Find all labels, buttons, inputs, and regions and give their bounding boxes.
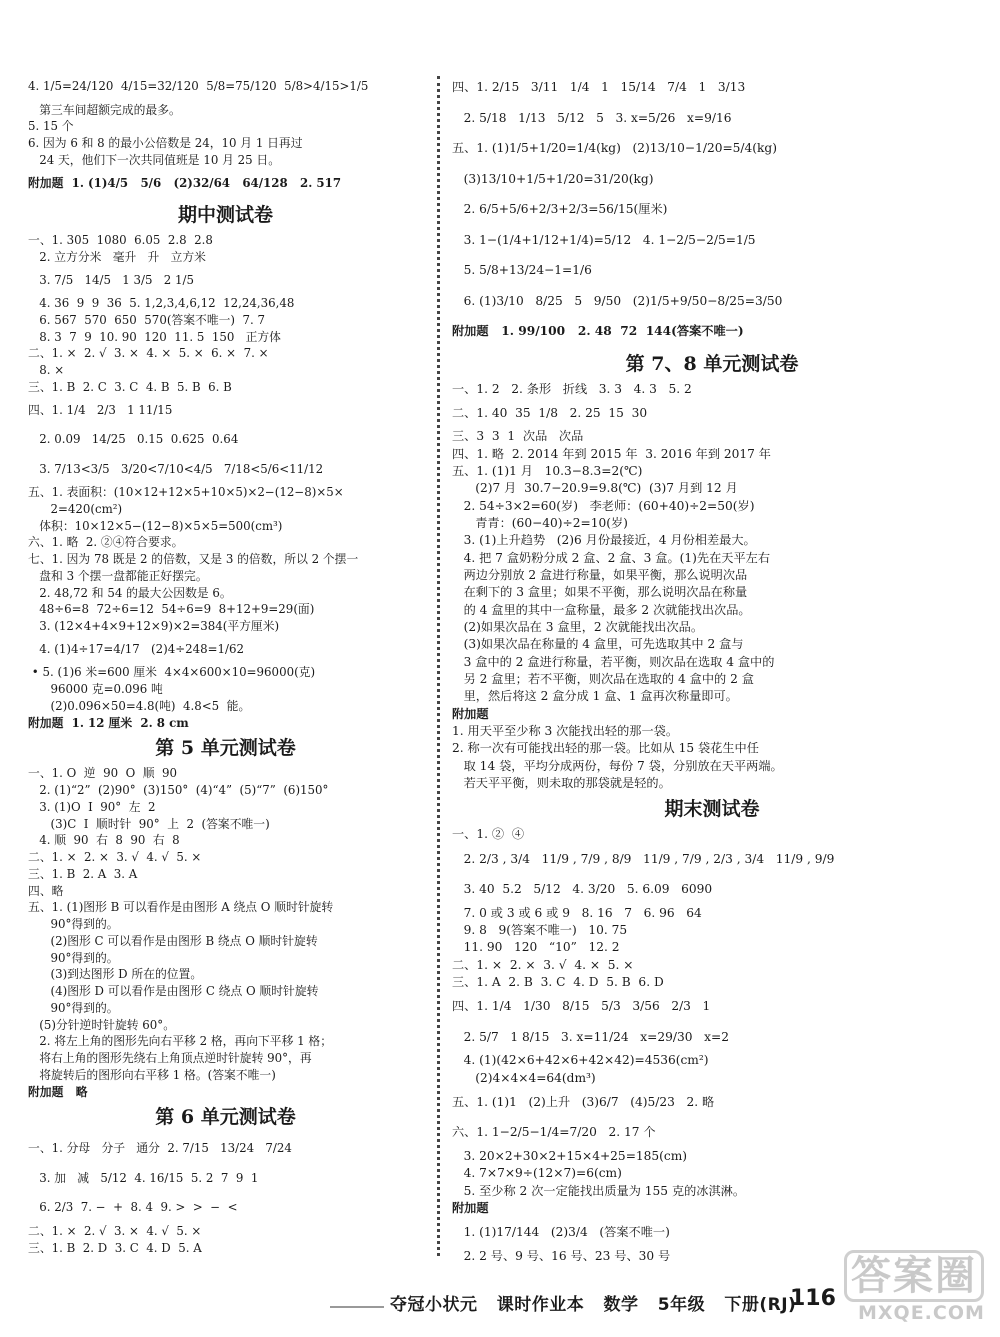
right-column — [452, 72, 972, 1265]
answer-line: 五、1. (1)1 (2)上升 (3)6/7 (4)5/23 2. 略 — [452, 1094, 715, 1109]
answer-line: 五、1. (1)1/5+1/20=1/4(kg) (2)13/10−1/20=5/4(kg) — [452, 141, 777, 155]
answer-line: 二、1. × 2. √ 3. × 4. × 5. × 6. × 7. × — [28, 346, 269, 361]
answer-line: 附加题 1. 12 厘米 2. 8 cm — [28, 715, 189, 730]
watermark-logo: 答案圈 — [844, 1250, 984, 1302]
answer-line: 的 4 盒里的其中一盒称量，最多 2 次就能找出次品。 — [452, 602, 751, 617]
answer-line: (2)0.096×50=4.8(吨) 4.8<5 能。 — [28, 698, 251, 713]
answer-line: 90°得到的。 — [28, 950, 119, 965]
answer-line: 6. (1)3/10 8/25 5 9/50 (2)1/5+9/50−8/25=3/50 — [452, 293, 783, 308]
answer-line: 96000 克=0.096 吨 — [28, 682, 163, 696]
answer-line: 2. 6/5+5/6+2/3+2/3=56/15(厘米) — [452, 202, 668, 216]
answer-line: 2. 48,72 和 54 的最大公因数是 6。 — [28, 585, 232, 600]
answer-line: 三、1. B 2. D 3. C 4. D 5. A — [28, 1240, 202, 1255]
answer-line: 盘和 3 个摆一盘都能正好摆完。 — [28, 568, 208, 583]
answer-line: 3. 1−(1/4+1/12+1/4)=5/12 4. 1−2/5−2/5=1/5 — [452, 232, 756, 247]
answer-line: 3. 7/13<3/5 3/20<7/10<4/5 7/18<5/6<11/12 — [28, 461, 324, 476]
answer-line: (3)如果次品在称量的 4 盒里，可先选取其中 2 盒与 — [452, 637, 744, 652]
answer-line: 五、1. (1)图形 B 可以看作是由图形 A 绕点 O 顺时针旋转 — [28, 900, 334, 915]
answer-line: 一、1. 2 2. 条形 折线 3. 3 4. 3 5. 2 — [452, 381, 692, 396]
answer-line: 四、1. 1/4 2/3 1 11/15 — [28, 402, 173, 417]
answer-line: 5. 15 个 — [28, 119, 74, 134]
section-title: 第 5 单元测试卷 — [155, 737, 296, 760]
answer-line: (2)7 月 30.7−20.9=9.8(℃) (3)7 月到 12 月 — [452, 481, 738, 496]
answer-line: (2)图形 C 可以看作是由图形 B 绕点 O 顺时针旋转 — [28, 933, 318, 948]
answer-line: 4. 36 9 9 36 5. 1,2,3,4,6,12 12,24,36,48 — [28, 296, 295, 310]
answer-line: 一、1. O 逆 90 O 顺 90 — [28, 766, 178, 781]
answer-line: 48÷6=8 72÷6=12 54÷6=9 8+12+9=29(面) — [28, 602, 315, 617]
answer-line: 二、1. 40 35 1/8 2. 25 15 30 — [452, 405, 648, 420]
answer-line: 六、1. 1−2/5−1/4=7/20 2. 17 个 — [452, 1125, 656, 1140]
answer-line: 2. 0.09 14/25 0.15 0.625 0.64 — [28, 432, 239, 446]
answer-line: 三、1. B 2. C 3. C 4. B 5. B 6. B — [28, 379, 232, 394]
watermark — [840, 1250, 990, 1330]
answer-line: 24 天，他们下一次共同值班是 10 月 25 日。 — [28, 152, 280, 167]
answer-line: 4. 把 7 盒奶粉分成 2 盒、2 盒、3 盒。(1)先在天平左右 — [452, 550, 771, 565]
answer-line: 1. (1)17/144 (2)3/4 (答案不唯一) — [452, 1225, 670, 1240]
answer-line: 6. 2/3 7. − + 8. 4 9. > > − < — [28, 1200, 238, 1215]
answer-line: 2. 2 号、9 号、16 号、23 号、30 号 — [452, 1248, 671, 1263]
answer-line: 在剩下的 3 盒里；如果不平衡，那么说明次品在称量 — [452, 585, 748, 600]
answer-line: 3 盒中的 2 盒进行称量，若平衡，则次品在选取 4 盒中的 — [452, 654, 775, 669]
answer-line: 体积：10×12×5−(12−8)×5×5=500(cm³) — [28, 518, 283, 533]
answer-line: 五、1. 表面积：(10×12+12×5+10×5)×2−(12−8)×5× — [28, 485, 344, 499]
section-title: 第 7、8 单元测试卷 — [625, 352, 799, 375]
page-number: 116 — [790, 1286, 836, 1311]
answer-line: 3. 20×2+30×2+15×4+25=185(cm) — [452, 1148, 688, 1163]
answer-line: 一、1. 分母 分子 通分 2. 7/15 13/24 7/24 — [28, 1141, 292, 1156]
answer-line: 3. 7/5 14/5 1 3/5 2 1/5 — [28, 272, 194, 287]
answer-line: 4. 1/5=24/120 4/15=32/120 5/8=75/120 5/8>4/15>1/5 — [28, 79, 369, 93]
answer-line: 青青：(60−40)÷2=10(岁) — [452, 515, 628, 530]
answer-line: 三、1. A 2. B 3. C 4. D 5. B 6. D — [452, 974, 664, 989]
answer-line: 将旋转后的图形向右平移 1 格。(答案不唯一) — [28, 1067, 276, 1082]
answer-line: 3. (1)O I 90° 左 2 — [28, 799, 156, 814]
answer-line: 90°得到的。 — [28, 917, 119, 931]
answer-line: 四、1. 1/4 1/30 8/15 5/3 3/56 2/3 1 — [452, 999, 711, 1014]
answer-line: 四、略 — [28, 883, 64, 898]
answer-line: 一、1. ② ④ — [452, 827, 525, 842]
answer-line: 附加题 1. 99/100 2. 48 72 144(答案不唯一) — [452, 324, 744, 338]
answer-line: 90°得到的。 — [28, 1000, 119, 1015]
answer-line: 第三车间超额完成的最多。 — [28, 102, 181, 117]
answer-line: 6. 因为 6 和 8 的最小公倍数是 24，10 月 1 日再过 — [28, 136, 303, 150]
answer-line: 四、1. 略 2. 2014 年到 2015 年 3. 2016 年到 2017 年 — [452, 446, 771, 461]
section-title: 期末测试卷 — [664, 798, 760, 821]
answer-line: (3)到达图形 D 所在的位置。 — [28, 967, 203, 982]
answer-line: 3. 加 减 5/12 4. 16/15 5. 2 7 9 1 — [28, 1170, 259, 1185]
answer-line: 若天平平衡，则未取的那袋就是轻的。 — [452, 775, 671, 790]
answer-line: 2. 5/7 1 8/15 3. x=11/24 x=29/30 x=2 — [452, 1029, 729, 1044]
answer-line: 二、1. × 2. × 3. √ 4. √ 5. × — [28, 850, 202, 864]
answer-line: 六、1. 略 2. ②④符合要求。 — [28, 535, 184, 550]
answer-line: 三、3 3 1 次品 次品 — [452, 429, 584, 444]
answer-line: (3)13/10+1/5+1/20=31/20(kg) — [452, 171, 654, 186]
answer-line: 7. 0 或 3 或 6 或 9 8. 16 7 6. 96 64 — [452, 905, 702, 920]
answer-line: 6. 567 570 650 570(答案不唯一) 7. 7 — [28, 312, 266, 327]
answer-line: 附加题 — [452, 1200, 489, 1215]
answer-line: (3)C I 顺时针 90° 上 2 (答案不唯一) — [28, 816, 270, 831]
answer-line: • 5. (1)6 米=600 厘米 4×4×600×10=96000(克) — [28, 665, 316, 680]
answer-line: 四、1. 2/15 3/11 1/4 1 15/14 7/4 1 3/13 — [452, 80, 746, 94]
answer-line: (5)分针逆时针旋转 60°。 — [28, 1017, 175, 1032]
answer-line: 2=420(cm²) — [28, 501, 123, 516]
answer-line: 9. 8 9(答案不唯一) 10. 75 — [452, 922, 628, 937]
answer-line: 里，然后将这 2 盒分成 1 盒、1 盒再次称量即可。 — [452, 689, 738, 704]
answer-line: 2. 2/3 , 3/4 11/9 , 7/9 , 8/9 11/9 , 7/9 , 2/3 , 3/4 11/9 , 9/9 — [452, 851, 835, 866]
answer-line: (2)如果次品在 3 盒里，2 次就能找出次品。 — [452, 619, 704, 634]
answer-line: 5. 5/8+13/24−1=1/6 — [452, 263, 592, 277]
answer-line: (4)图形 D 可以看作是由图形 C 绕点 O 顺时针旋转 — [28, 984, 319, 998]
answer-line: 3. (12×4+4×9+12×9)×2=384(平方厘米) — [28, 619, 280, 633]
answer-line: 2. 立方分米 毫升 升 立方米 — [28, 249, 206, 264]
answer-line: 4. (1)(42×6+42×6+42×42)=4536(cm²) — [452, 1053, 709, 1068]
answer-line: 三、1. B 2. A 3. A — [28, 866, 138, 881]
answer-line: (2)4×4×4=64(dm³) — [452, 1070, 596, 1085]
answer-line: 另 2 盒里；若不平衡，则次品在选取的 4 盒中的 2 盒 — [452, 671, 754, 686]
watermark-url: MXQE.COM — [858, 1302, 985, 1324]
left-column — [28, 72, 423, 1256]
answer-line: 附加题 略 — [28, 1084, 88, 1099]
answer-line: 二、1. × 2. √ 3. × 4. √ 5. × — [28, 1223, 202, 1238]
answer-line: 4. (1)4÷17=4/17 (2)4÷248=1/62 — [28, 641, 244, 656]
answer-line: 将右上角的图形先绕右上角顶点逆时针旋转 90°，再 — [28, 1051, 312, 1065]
section-title: 期中测试卷 — [177, 204, 273, 226]
answer-line: 2. (1)“2” (2)90° (3)150° (4)“4” (5)“7” (6)150° — [28, 783, 329, 797]
footer-book-title: 夺冠小状元 课时作业本 数学 5年级 下册(RJ) — [384, 1290, 802, 1315]
answer-line: 二、1. × 2. × 3. √ 4. × 5. × — [452, 957, 634, 972]
answer-line: 4. 顺 90 右 8 90 右 8 — [28, 833, 180, 848]
answer-line: 五、1. (1)1 月 10.3−8.3=2(℃) — [452, 463, 643, 478]
answer-line: 2. 5/18 1/13 5/12 5 3. x=5/26 x=9/16 — [452, 110, 732, 125]
section-title: 第 6 单元测试卷 — [155, 1106, 296, 1129]
answer-line: 3. 40 5.2 5/12 4. 3/20 5. 6.09 6090 — [452, 882, 713, 897]
answer-line: 2. 54÷3×2=60(岁) 李老师：(60+40)÷2=50(岁) — [452, 498, 755, 513]
answer-line: 5. 至少称 2 次一定能找出质量为 155 克的冰淇淋。 — [452, 1183, 746, 1198]
column-divider — [437, 76, 440, 1256]
answer-line: 8. 3 7 9 10. 90 120 11. 5 150 正方体 — [28, 329, 281, 344]
answer-line: 取 14 袋，平均分成两份，每份 7 袋，分别放在天平两端。 — [452, 758, 783, 773]
answer-line: 附加题 1. (1)4/5 5/6 (2)32/64 64/128 2. 517 — [28, 175, 342, 190]
answer-line: 3. (1)上升趋势 (2)6 月份最接近，4 月份相差最大。 — [452, 533, 756, 548]
answer-line: 8. × — [28, 363, 65, 377]
answer-line: 1. 用天平至少称 3 次能找出轻的那一袋。 — [452, 723, 679, 738]
answer-line: 4. 7×7×9÷(12×7)=6(cm) — [452, 1166, 622, 1181]
answer-line: 附加题 — [452, 706, 489, 721]
answer-line: 两边分别放 2 盒进行称量，如果平衡，那么说明次品 — [452, 567, 748, 582]
answer-line: 11. 90 120 “10” 12. 2 — [452, 940, 620, 955]
answer-line: 2. 将左上角的图形先向右平移 2 格，再向下平移 1 格； — [28, 1034, 333, 1049]
answer-line: 七、1. 因为 78 既是 2 的倍数，又是 3 的倍数，所以 2 个摆一 — [28, 552, 359, 566]
answer-line: 一、1. 305 1080 6.05 2.8 2.8 — [28, 233, 213, 247]
answer-line: 2. 称一次有可能找出轻的那一袋。比如从 15 袋花生中任 — [452, 741, 759, 756]
